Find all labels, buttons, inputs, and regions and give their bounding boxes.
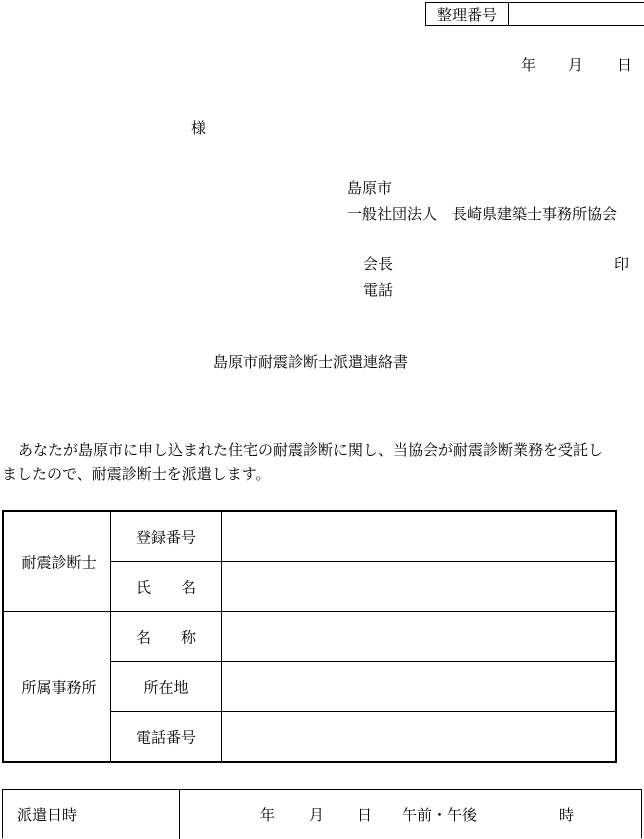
dispatch-label: 派遣日時 — [17, 806, 78, 824]
dispatch-day-label: 日 — [357, 806, 373, 824]
reference-number-box — [425, 2, 644, 26]
address-field[interactable] — [222, 662, 615, 711]
name-field[interactable] — [222, 562, 615, 611]
phone-label: 電話 — [363, 281, 394, 299]
sender-association: 一般社団法人 長崎県建築士事務所協会 — [347, 205, 618, 223]
name-label: 氏 名 — [135, 578, 197, 597]
dispatch-month-label: 月 — [309, 806, 325, 824]
dispatch-datetime-table — [2, 789, 642, 838]
dispatch-year-label: 年 — [260, 806, 276, 824]
dispatch-ampm-label: 午前・午後 — [402, 806, 478, 824]
office-name-field[interactable] — [222, 612, 615, 661]
telephone-field[interactable] — [222, 712, 615, 761]
reference-number-field[interactable] — [509, 3, 644, 25]
registration-number-label: 登録番号 — [135, 528, 197, 547]
reference-number-label: 整理番号 — [426, 3, 509, 25]
body-line-2: ましたので、耐震診断士を派遣します。 — [2, 465, 271, 483]
president-label: 会長 — [363, 255, 394, 273]
date-month-label: 月 — [568, 56, 584, 74]
body-line-1: あなたが島原市に申し込まれた住宅の耐震診断に関し、当協会が耐震診断業務を受託し — [18, 441, 604, 459]
registration-number-field[interactable] — [222, 512, 615, 561]
address-label: 所在地 — [143, 678, 189, 697]
date-year-label: 年 — [521, 56, 537, 74]
date-day-label: 日 — [617, 56, 633, 74]
group-office-label: 所属事務所 — [21, 678, 97, 697]
telephone-label: 電話番号 — [135, 728, 197, 747]
recipient-honorific: 様 — [191, 119, 207, 137]
seal-mark: 印 — [614, 255, 630, 273]
diagnostician-info-table — [2, 510, 617, 763]
document-title: 島原市耐震診断士派遣連絡書 — [213, 353, 409, 371]
group-diagnostician-label: 耐震診断士 — [21, 553, 97, 572]
dispatch-hour-label: 時 — [559, 806, 575, 824]
sender-city: 島原市 — [347, 179, 393, 197]
office-name-label: 名 称 — [135, 628, 197, 647]
